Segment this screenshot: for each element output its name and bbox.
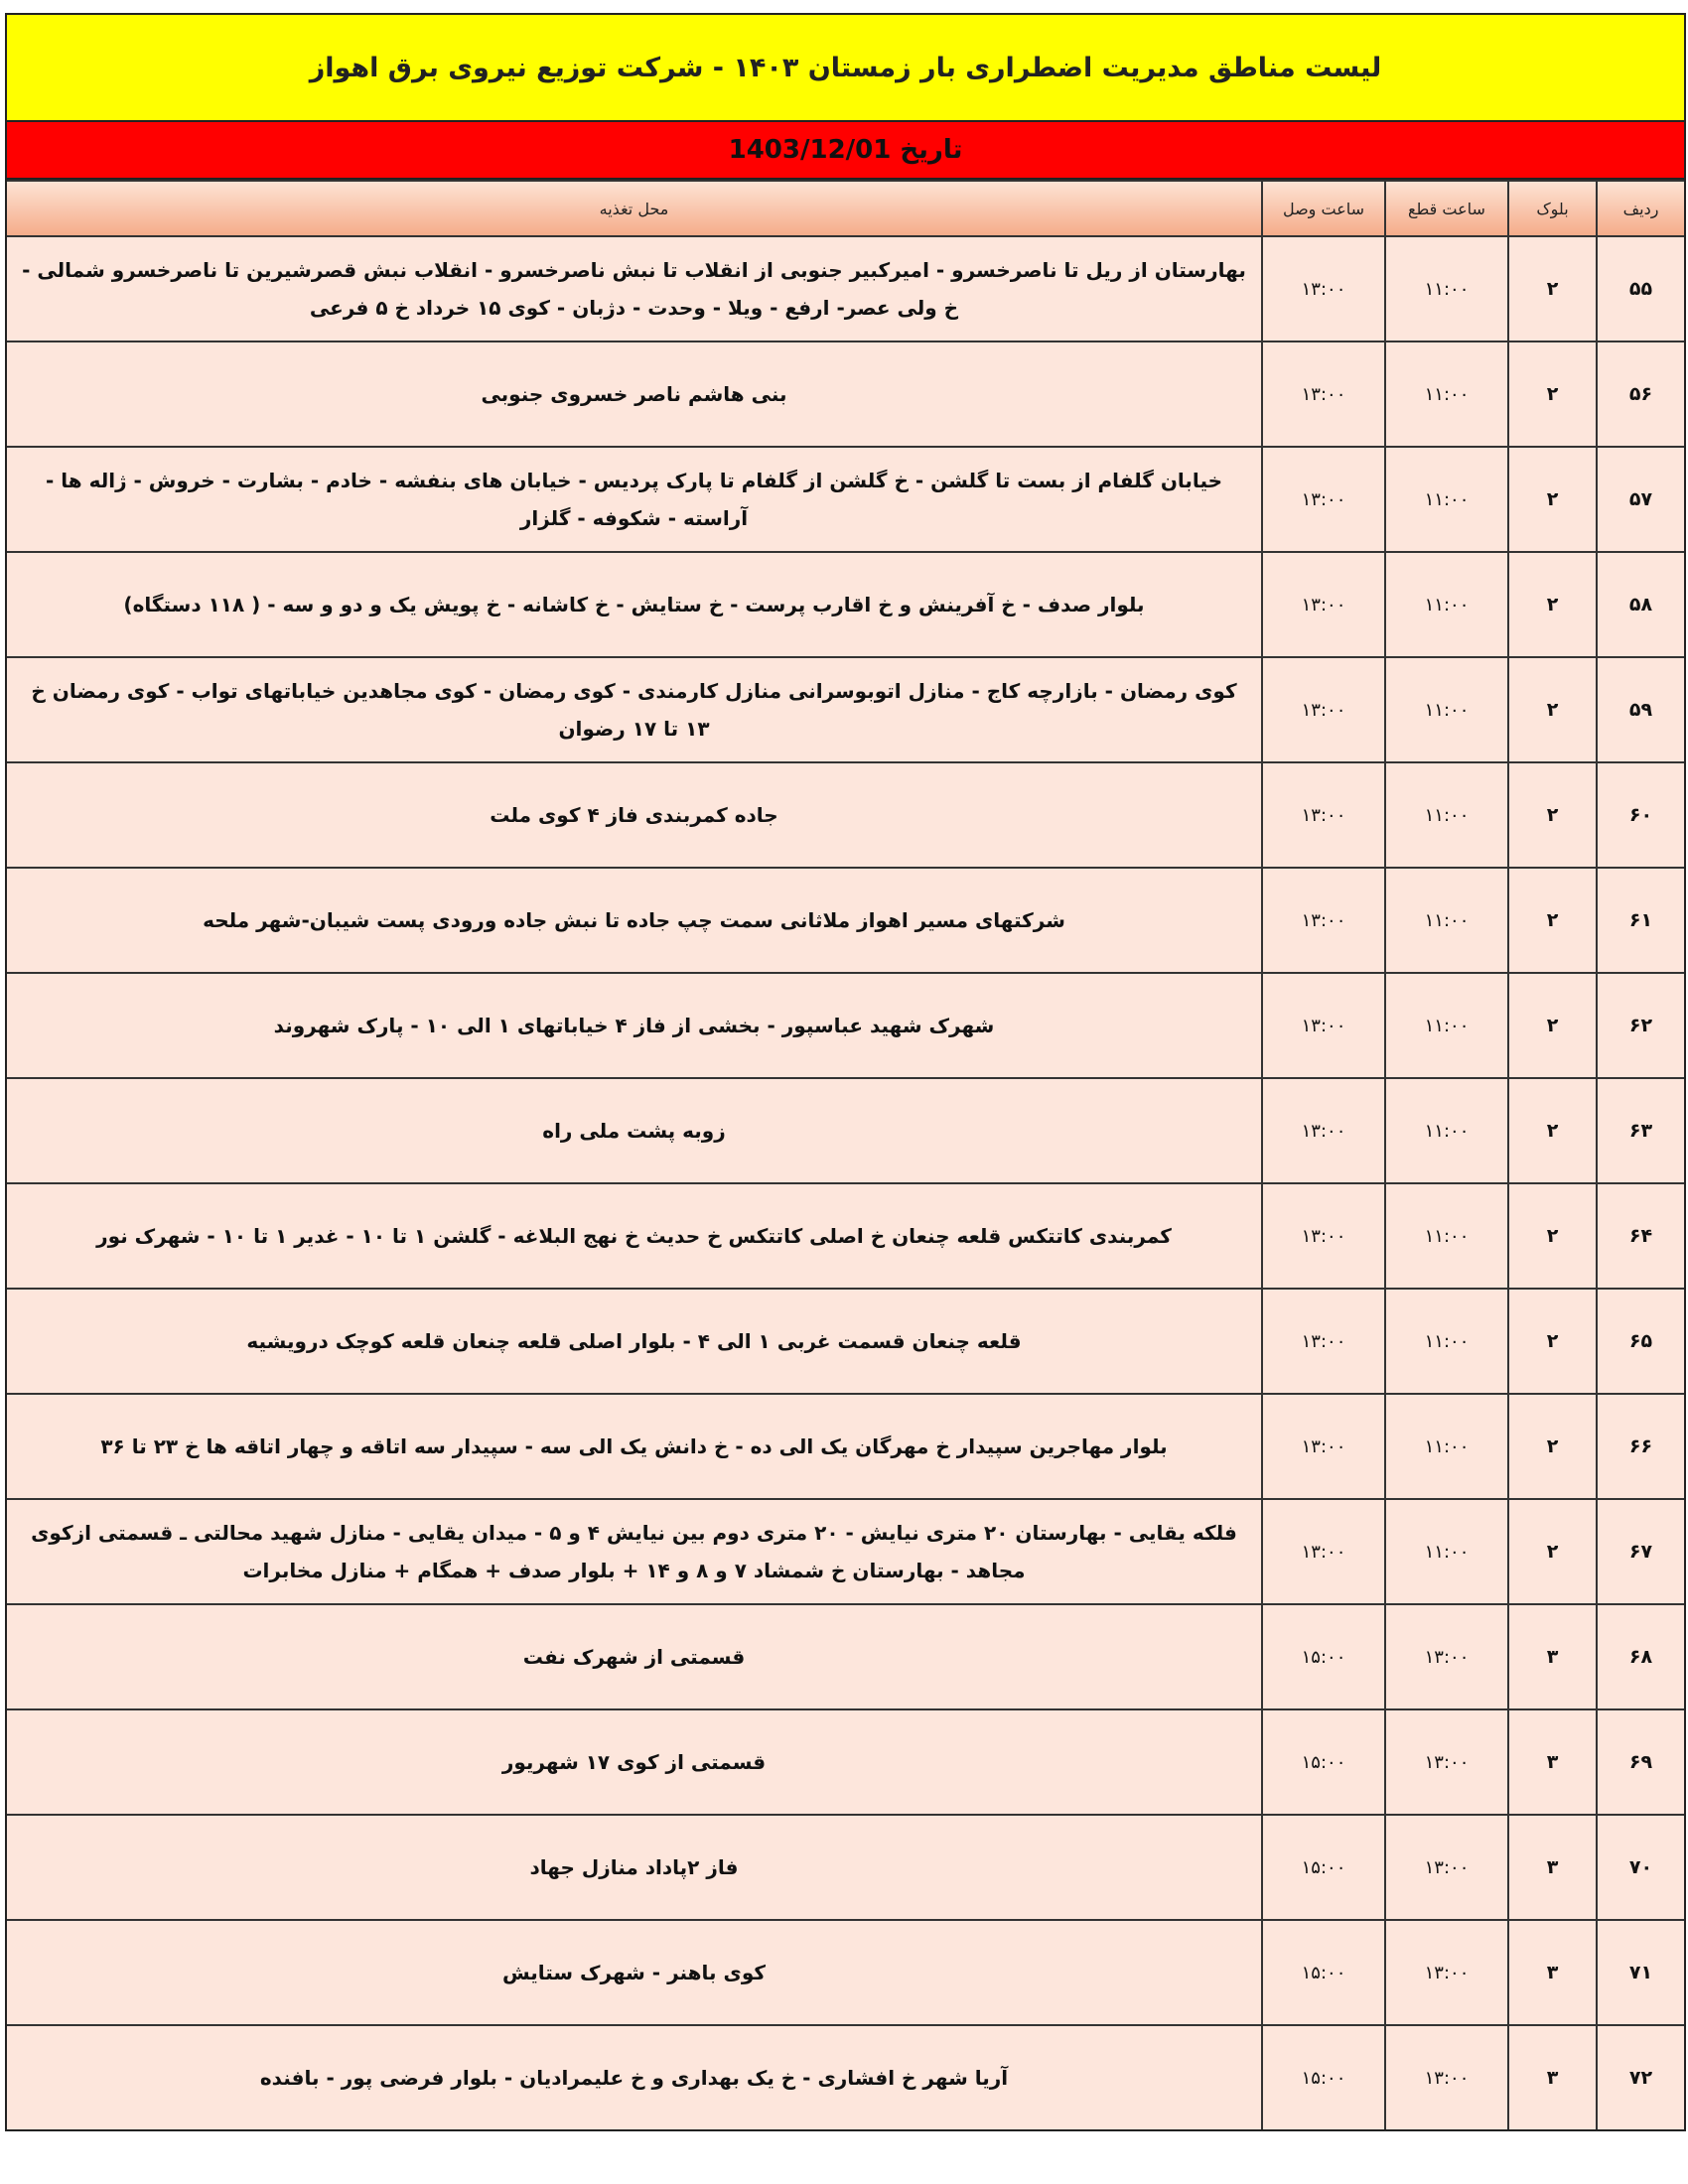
outage-table [7,180,1684,2129]
col-header-cut-time: ساعت قطع [1385,181,1508,236]
row-number: ۶۷ [1597,1499,1684,1604]
cut-time: ۱۱:۰۰ [1385,1394,1508,1499]
block-number: ۲ [1508,868,1597,973]
row-number: ۶۹ [1597,1709,1684,1815]
table-row [7,1078,1684,1183]
table-row [7,341,1684,447]
table-row [7,1920,1684,2025]
row-number: ۶۱ [1597,868,1684,973]
cut-time: ۱۱:۰۰ [1385,1078,1508,1183]
row-number: ۶۰ [1597,762,1684,868]
connect-time: ۱۵:۰۰ [1262,1920,1385,2025]
row-number: ۷۱ [1597,1920,1684,2025]
cut-time: ۱۱:۰۰ [1385,1499,1508,1604]
connect-time: ۱۳:۰۰ [1262,1499,1385,1604]
block-number: ۲ [1508,1078,1597,1183]
block-number: ۳ [1508,1709,1597,1815]
connect-time: ۱۳:۰۰ [1262,762,1385,868]
connect-time: ۱۳:۰۰ [1262,868,1385,973]
cut-time: ۱۳:۰۰ [1385,1815,1508,1920]
block-number: ۳ [1508,1920,1597,2025]
row-number: ۷۲ [1597,2025,1684,2129]
block-number: ۳ [1508,1815,1597,1920]
block-number: ۲ [1508,1183,1597,1289]
connect-time: ۱۵:۰۰ [1262,2025,1385,2129]
location-text: کوی باهنر - شهرک ستایش [7,1920,1262,2025]
block-number: ۲ [1508,552,1597,657]
table-row [7,552,1684,657]
location-text: کمربندی کاتتکس قلعه چنعان خ اصلی کاتتکس خ حدیث خ نهج البلاغه - گلشن ۱ تا ۱۰ - غدیر ۱ تا ۱۰ - شهرک نور [7,1183,1262,1289]
location-text: آریا شهر خ افشاری - خ یک بهداری و خ علیمرادیان - بلوار فرضی پور - بافنده [7,2025,1262,2129]
row-number: ۶۴ [1597,1183,1684,1289]
connect-time: ۱۵:۰۰ [1262,1815,1385,1920]
cut-time: ۱۱:۰۰ [1385,762,1508,868]
row-number: ۶۳ [1597,1078,1684,1183]
row-number: ۶۶ [1597,1394,1684,1499]
location-text: بهارستان از ریل تا ناصرخسرو - امیرکبیر جنوبی از انقلاب تا نبش ناصرخسرو - انقلاب نبش قصرشیرین تا ناصرخسرو شمالی - خ ولی عصر- ارفع - ویلا - وحدت - دژبان - کوی ۱۵ خرداد خ ۵ فرعی [7,236,1262,341]
location-text: قسمتی از شهرک نفت [7,1604,1262,1709]
cut-time: ۱۱:۰۰ [1385,447,1508,552]
location-text: قسمتی از کوی ۱۷ شهریور [7,1709,1262,1815]
cut-time: ۱۳:۰۰ [1385,2025,1508,2129]
block-number: ۳ [1508,2025,1597,2129]
col-header-row-number: ردیف [1597,181,1684,236]
table-row [7,762,1684,868]
row-number: ۵۸ [1597,552,1684,657]
table-row [7,1499,1684,1604]
row-number: ۵۹ [1597,657,1684,762]
connect-time: ۱۳:۰۰ [1262,447,1385,552]
location-text: فلکه یقایی - بهارستان ۲۰ متری نیایش - ۲۰ متری دوم بین نیایش ۴ و ۵ - میدان یقایی - منازل شهید محالتی ـ قسمتی ازکوی مجاهد - بهارستان خ شمشاد ۷ و ۸ و ۱۴ + بلوار صدف + همگام + منازل مخابرات [7,1499,1262,1604]
table-row [7,1709,1684,1815]
row-number: ۵۶ [1597,341,1684,447]
block-number: ۲ [1508,1289,1597,1394]
row-number: ۷۰ [1597,1815,1684,1920]
cut-time: ۱۱:۰۰ [1385,657,1508,762]
location-text: بلوار مهاجرین سپیدار خ مهرگان یک الی ده - خ دانش یک الی سه - سپیدار سه اتاقه و چهار اتاقه ها خ ۲۳ تا ۳۶ [7,1394,1262,1499]
location-text: قلعه چنعان قسمت غربی ۱ الی ۴ - بلوار اصلی قلعه چنعان قلعه کوچک درویشیه [7,1289,1262,1394]
table-body [7,236,1684,2129]
table-row [7,868,1684,973]
table-header-row [7,181,1684,236]
cut-time: ۱۱:۰۰ [1385,868,1508,973]
row-number: ۶۲ [1597,973,1684,1078]
row-number: ۶۸ [1597,1604,1684,1709]
location-text: فاز ۲پاداد منازل جهاد [7,1815,1262,1920]
cut-time: ۱۳:۰۰ [1385,1709,1508,1815]
block-number: ۲ [1508,1394,1597,1499]
location-text: کوی رمضان - بازارچه کاج - منازل اتوبوسرانی منازل کارمندی - کوی رمضان - کوی مجاهدین خیاباتهای تواب - کوی رمضان خ ۱۳ تا ۱۷ رضوان [7,657,1262,762]
cut-time: ۱۱:۰۰ [1385,1183,1508,1289]
row-number: ۵۷ [1597,447,1684,552]
table-row [7,2025,1684,2129]
location-text: جاده کمربندی فاز ۴ کوی ملت [7,762,1262,868]
connect-time: ۱۳:۰۰ [1262,973,1385,1078]
block-number: ۲ [1508,341,1597,447]
location-text: بنی هاشم ناصر خسروی جنوبی [7,341,1262,447]
cut-time: ۱۱:۰۰ [1385,552,1508,657]
col-header-block: بلوک [1508,181,1597,236]
block-number: ۲ [1508,1499,1597,1604]
table-row [7,1183,1684,1289]
location-text: زوبه پشت ملی راه [7,1078,1262,1183]
row-number: ۵۵ [1597,236,1684,341]
location-text: شرکتهای مسیر اهواز ملاثانی سمت چپ جاده تا نبش جاده ورودی پست شیبان-شهر ملحه [7,868,1262,973]
cut-time: ۱۱:۰۰ [1385,236,1508,341]
table-row [7,236,1684,341]
location-text: خیابان گلفام از بست تا گلشن - خ گلشن از گلفام تا پارک پردیس - خیابان های بنفشه - خادم - بشارت - خروش - ژاله ها - آراسته - شکوفه - گلزار [7,447,1262,552]
cut-time: ۱۳:۰۰ [1385,1920,1508,2025]
location-text: بلوار صدف - خ آفرینش و خ اقارب پرست - خ ستایش - خ کاشانه - خ پویش یک و دو و سه - ( ۱۱۸ دستگاه) [7,552,1262,657]
block-number: ۳ [1508,1604,1597,1709]
connect-time: ۱۳:۰۰ [1262,552,1385,657]
page-title: لیست مناطق مدیریت اضطراری بار زمستان ۱۴۰۳ - شرکت توزیع نیروی برق اهواز [7,15,1684,122]
connect-time: ۱۳:۰۰ [1262,236,1385,341]
col-header-location: محل تغذیه [7,181,1262,236]
connect-time: ۱۳:۰۰ [1262,1183,1385,1289]
connect-time: ۱۳:۰۰ [1262,657,1385,762]
table-row [7,1815,1684,1920]
connect-time: ۱۵:۰۰ [1262,1604,1385,1709]
block-number: ۲ [1508,657,1597,762]
table-row [7,973,1684,1078]
row-number: ۶۵ [1597,1289,1684,1394]
location-text: شهرک شهید عباسپور - بخشی از فاز ۴ خیاباتهای ۱ الی ۱۰ - پارک شهروند [7,973,1262,1078]
schedule-sheet [5,13,1686,2131]
cut-time: ۱۱:۰۰ [1385,341,1508,447]
block-number: ۲ [1508,236,1597,341]
table-row [7,657,1684,762]
cut-time: ۱۱:۰۰ [1385,973,1508,1078]
block-number: ۲ [1508,762,1597,868]
connect-time: ۱۳:۰۰ [1262,1394,1385,1499]
block-number: ۲ [1508,973,1597,1078]
date-banner: تاریخ 1403/12/01 [7,122,1684,180]
table-row [7,1394,1684,1499]
table-row [7,1289,1684,1394]
connect-time: ۱۳:۰۰ [1262,1289,1385,1394]
table-row [7,447,1684,552]
connect-time: ۱۵:۰۰ [1262,1709,1385,1815]
connect-time: ۱۳:۰۰ [1262,1078,1385,1183]
table-row [7,1604,1684,1709]
connect-time: ۱۳:۰۰ [1262,341,1385,447]
cut-time: ۱۱:۰۰ [1385,1289,1508,1394]
block-number: ۲ [1508,447,1597,552]
cut-time: ۱۳:۰۰ [1385,1604,1508,1709]
col-header-connect-time: ساعت وصل [1262,181,1385,236]
